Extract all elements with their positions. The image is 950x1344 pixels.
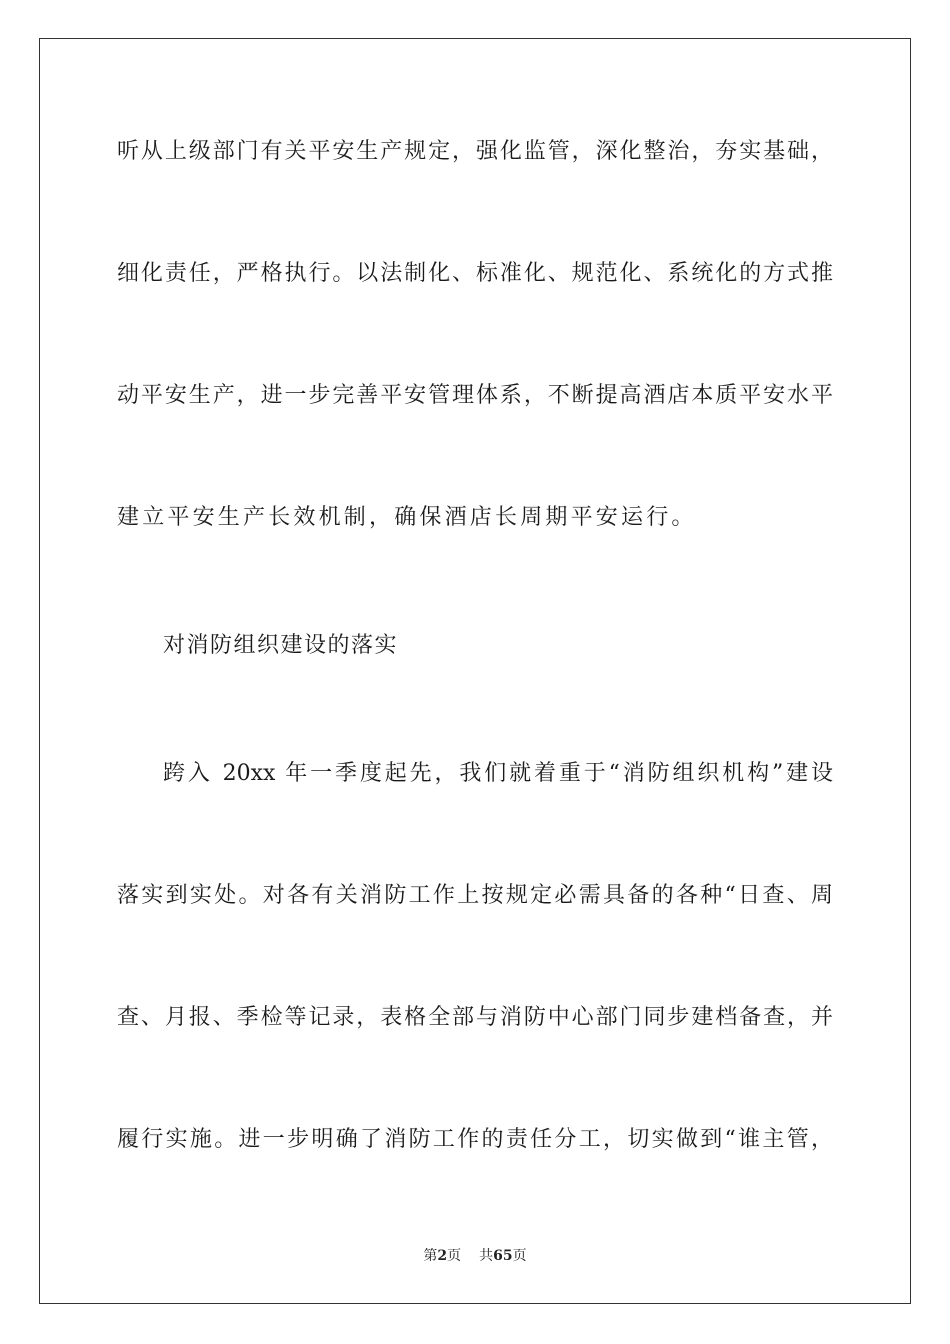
page-number: 2 — [437, 1248, 448, 1264]
total-suffix: 页 — [512, 1248, 527, 1264]
page-footer — [0, 1246, 950, 1266]
body-line-3: 动平安生产，进一步完善平安管理体系，不断提高酒店本质平安水平 — [117, 383, 833, 408]
page-border — [39, 38, 911, 1304]
page-prefix: 第 — [423, 1248, 438, 1264]
body-line-6: 跨入 20xx 年一季度起先，我们就着重于“消防组织机构”建设 — [163, 761, 833, 786]
section-heading: 对消防组织建设的落实 — [163, 633, 399, 658]
total-prefix: 共 — [479, 1248, 494, 1264]
body-line-2: 细化责任，严格执行。以法制化、标准化、规范化、系统化的方式推 — [117, 261, 833, 286]
body-line-9: 履行实施。进一步明确了消防工作的责任分工，切实做到“谁主管， — [117, 1127, 833, 1152]
body-line-4: 建立平安生产长效机制，确保酒店长周期平安运行。 — [117, 505, 697, 530]
body-line-7: 落实到实处。对各有关消防工作上按规定必需具备的各种“日查、周 — [117, 883, 833, 908]
page-suffix: 页 — [447, 1248, 462, 1264]
total-pages: 65 — [493, 1248, 513, 1264]
body-line-8: 查、月报、季检等记录，表格全部与消防中心部门同步建档备查，并 — [117, 1005, 833, 1030]
body-line-1: 听从上级部门有关平安生产规定，强化监管，深化整治，夯实基础， — [117, 139, 833, 164]
